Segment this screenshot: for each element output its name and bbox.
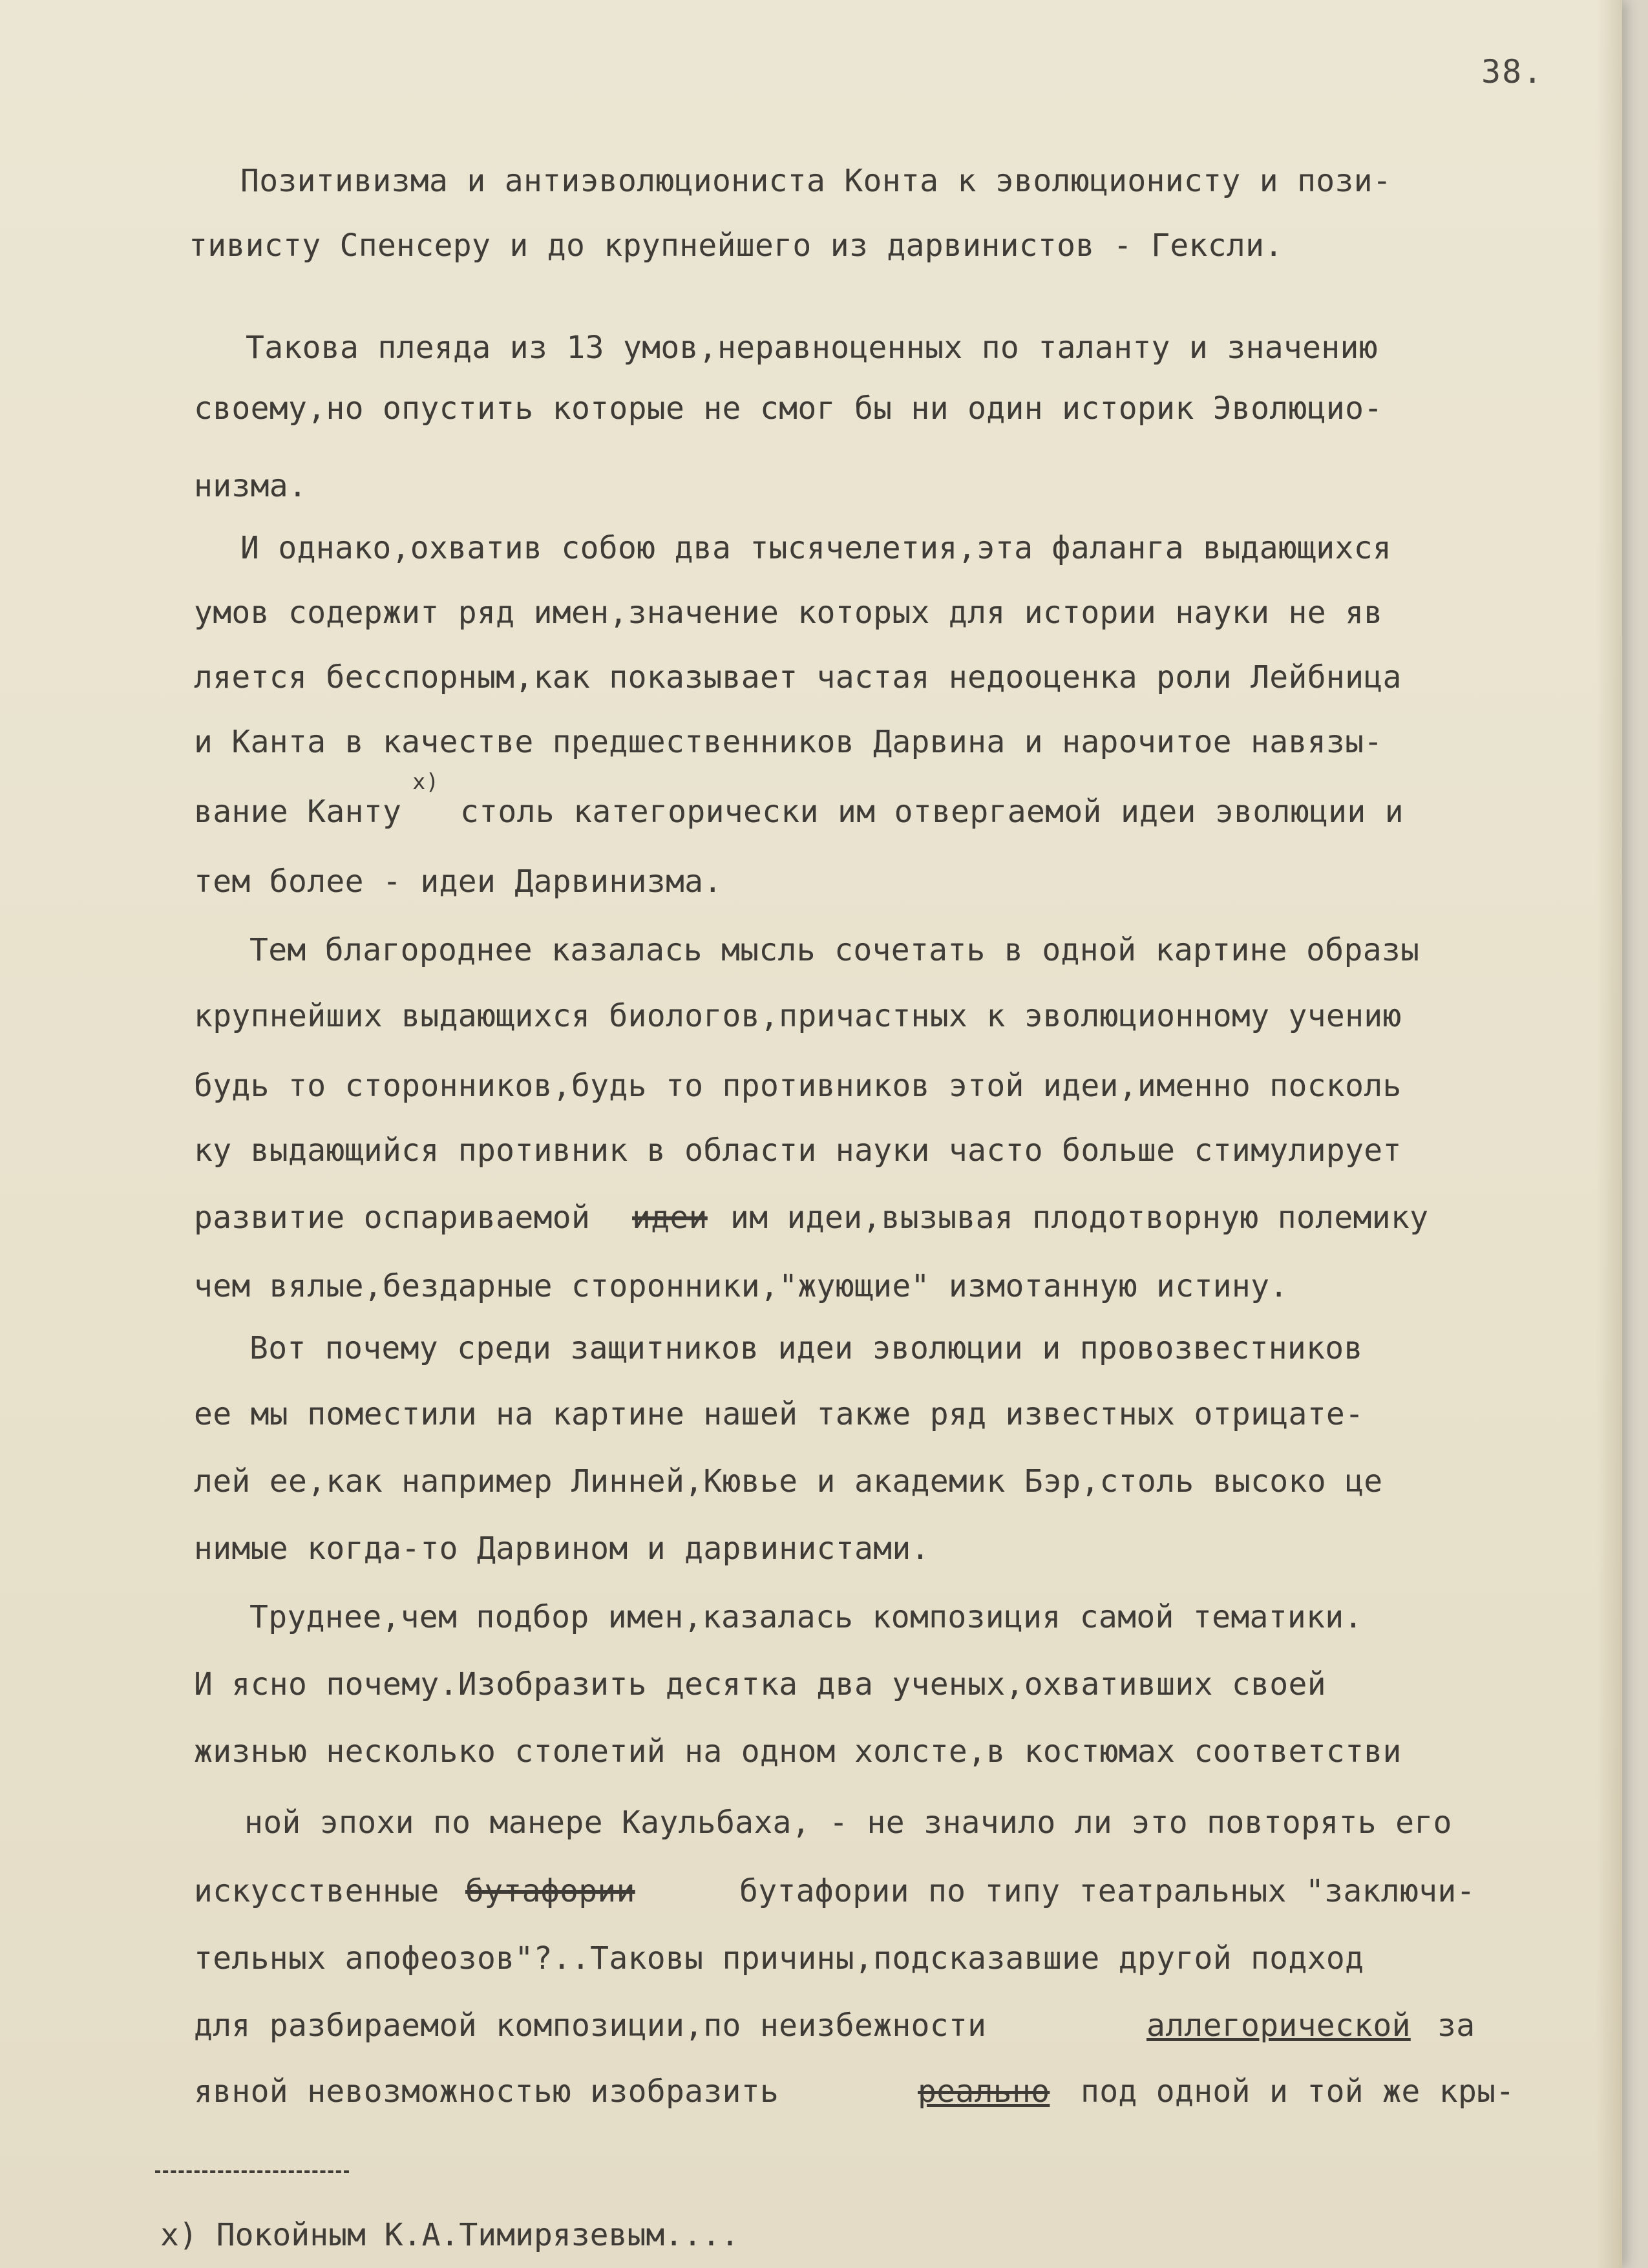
text-line: лей ее,как например Линней,Кювье и академик Бэр,столь высоко це: [194, 1463, 1383, 1500]
text-line: тивисту Спенсеру и до крупнейшего из дарвинистов - Гексли.: [189, 228, 1284, 264]
text-line: Вот почему среди защитников идеи эволюции и провозвестников: [249, 1330, 1363, 1366]
text-line: будь то сторонников,будь то противников этой идеи,именно посколь: [194, 1068, 1402, 1104]
text-line: низма.: [194, 468, 308, 504]
underlined-word: аллегорической: [1146, 2008, 1411, 2044]
text-line: умов содержит ряд имен,значение которых для истории науки не яв: [194, 595, 1383, 631]
struck-word: идеи: [632, 1200, 708, 1236]
text-line: им идеи,вызывая плодотворную полемику: [730, 1200, 1429, 1236]
struck-word: бутафории: [465, 1873, 635, 1909]
text-line: искусственные: [194, 1873, 439, 1909]
text-line: крупнейших выдающихся биологов,причастных к эволюционному учению: [194, 998, 1402, 1034]
footnote-divider: [155, 2170, 349, 2173]
text-line: ку выдающийся противник в области науки часто больше стимулирует: [194, 1132, 1402, 1169]
text-line: ной эпохи по манере Каульбаха, - не значило ли это повторять его: [244, 1805, 1452, 1841]
text-line: для разбираемой композиции,по неизбежности: [194, 2008, 987, 2044]
text-line: своему,но опустить которые не смог бы ни один историк Эволюцио-: [194, 390, 1383, 427]
text-line: тельных апофеозов"?..Таковы причины,подсказавшие другой подход: [194, 1940, 1364, 1977]
text-line: явной невозможностью изобразить: [194, 2073, 779, 2110]
struck-underlined-word: реально: [918, 2073, 1050, 2110]
text-line: Труднее,чем подбор имен,казалась композиция самой тематики.: [249, 1599, 1363, 1635]
footnote-marker: x): [412, 769, 439, 795]
text-line: Позитивизма и антиэволюциониста Конта к эволюционисту и пози-: [240, 163, 1392, 199]
text-line: за: [1437, 2008, 1475, 2044]
text-line: ляется бесспорным,как показывает частая недооценка роли Лейбница: [194, 659, 1402, 695]
text-line: чем вялые,бездарные сторонники,"жующие" измотанную истину.: [194, 1268, 1289, 1304]
text-line: вание Канту: [194, 794, 402, 830]
text-line: тем более - идеи Дарвинизма.: [194, 864, 723, 900]
text-line: и Канта в качестве предшественников Дарвина и нарочитое навязы-: [194, 724, 1383, 760]
text-line: ее мы поместили на картине нашей также ряд известных отрицате-: [194, 1396, 1364, 1432]
page-number: 38.: [1481, 53, 1544, 90]
text-line: жизнью несколько столетий на одном холсте,в костюмах соответстви: [194, 1733, 1402, 1770]
text-line: И однако,охватив собою два тысячелетия,эта фаланга выдающихся: [240, 530, 1392, 566]
text-line: под одной и той же кры-: [1081, 2073, 1515, 2110]
text-line: бутафории по типу театральных "заключи-: [739, 1873, 1475, 1909]
text-line: Тем благороднее казалась мысль сочетать в одной картине образы: [249, 932, 1420, 968]
text-line: Такова плеяда из 13 умов,неравноценных по таланту и значению: [246, 330, 1378, 366]
text-line: И ясно почему.Изобразить десятка два ученых,охвативших своей: [194, 1666, 1326, 1702]
text-line: нимые когда-то Дарвином и дарвинистами.: [194, 1531, 930, 1567]
text-line: развитие оспариваемой: [194, 1200, 591, 1236]
footnote: x) Покойным К.А.Тимирязевым....: [160, 2217, 739, 2253]
text-line: столь категорически им отвергаемой идеи эволюции и: [460, 794, 1404, 830]
